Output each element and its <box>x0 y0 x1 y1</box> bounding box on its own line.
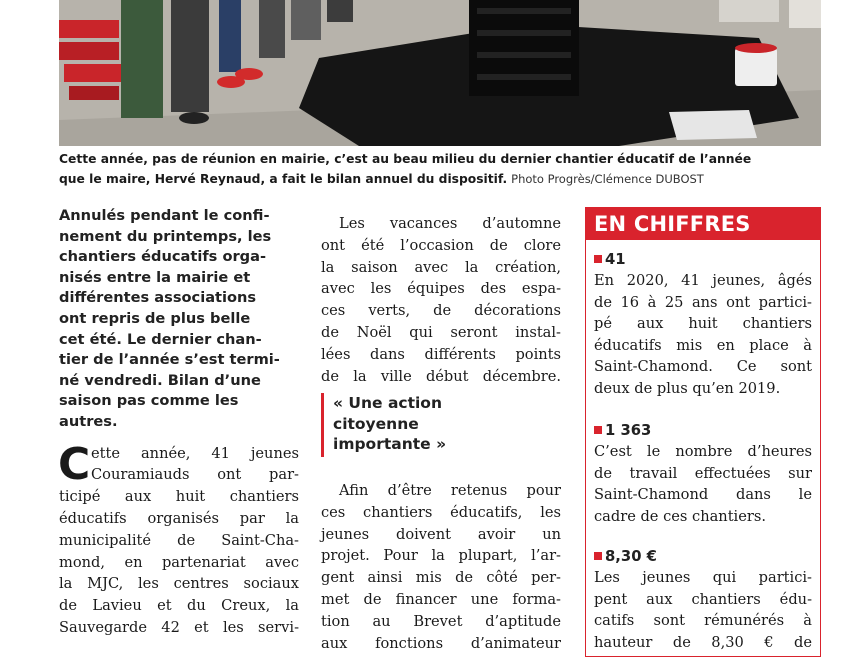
body-line: pent aux chantiers édu- <box>594 590 812 608</box>
lede-line: chantiers éducatifs orga- <box>59 248 267 266</box>
column-1 <box>59 206 299 639</box>
lede-line: nisés entre la mairie et <box>59 268 251 286</box>
key-figure <box>586 421 820 527</box>
body-line: cadre de ces chantiers. <box>594 507 766 525</box>
body-line: Saint-Chamond. Ce sont <box>594 358 812 375</box>
photo-credit: Photo Progrès/Clémence DUBOST <box>511 172 704 186</box>
lede-line: Annulés pendant le confi- <box>59 207 270 224</box>
body-line: Les vacances d’automne <box>339 215 561 232</box>
lede-line: ont repris de plus belle <box>59 309 251 327</box>
bullet-square-icon <box>594 552 602 560</box>
body-line: municipalité de Saint-Cha- <box>59 531 299 549</box>
body-line: lées dans différents points <box>321 345 561 363</box>
body-line: la saison avec la création, <box>321 258 561 276</box>
article-lede <box>59 206 299 433</box>
key-figure-text <box>594 441 812 527</box>
bullet-square-icon <box>594 255 602 263</box>
body-line: ticipé aux huit chantiers <box>59 488 299 506</box>
body-line: de Lavieu et du Creux, la <box>59 597 299 615</box>
key-figures-heading: EN CHIFFRES <box>586 208 820 240</box>
body-paragraph-3 <box>321 480 561 654</box>
body-line: de travail effectuées sur <box>594 464 812 482</box>
body-line: catifs sont rémunérés à <box>594 612 812 629</box>
body-line: Couramiauds ont par- <box>91 466 299 484</box>
body-line: deux de plus qu’en 2019. <box>594 379 781 397</box>
key-figure-text <box>594 270 812 399</box>
drop-cap: C <box>58 438 91 490</box>
body-line: tion au Brevet d’aptitude <box>321 612 561 630</box>
body-line: En 2020, 41 jeunes, âgés <box>594 272 812 289</box>
key-figure-title <box>594 547 812 567</box>
body-line: de 16 à 25 ans ont partici- <box>594 293 812 311</box>
lede-line: saison pas comme les <box>59 392 239 410</box>
key-figure-value: 8,30 € <box>605 548 657 565</box>
body-line: de Noël qui seront instal- <box>321 323 561 341</box>
body-line: C’est le nombre d’heures <box>594 443 812 460</box>
subheading-line: importante » <box>333 435 447 453</box>
key-figure <box>586 250 820 399</box>
body-line: éducatifs organisés par la <box>59 509 299 527</box>
caption-line-2-text: que le maire, Hervé Reynaud, a fait le bilan annuel du dispositif. <box>59 172 508 186</box>
body-line: jeunes doivent avoir un <box>321 525 561 543</box>
body-line: ces verts, de décorations <box>321 302 561 320</box>
key-figure-title <box>594 250 812 270</box>
body-line: avec les équipes des espa- <box>321 280 561 298</box>
subheading-line: « Une action <box>333 394 442 412</box>
body-line: pé aux huit chantiers <box>594 315 812 332</box>
body-paragraph-1 <box>58 438 299 639</box>
lede-line: né vendredi. Bilan d’une <box>59 371 261 389</box>
key-figure-title <box>594 421 812 441</box>
body-text <box>58 438 299 639</box>
photo-illustration <box>59 0 821 146</box>
lede-line: différentes associations <box>59 289 257 307</box>
body-line: ces chantiers éducatifs, les <box>321 503 561 521</box>
body-line: mond, en partenariat avec <box>59 553 299 571</box>
lede-line: nement du printemps, les <box>59 227 272 245</box>
caption-line-1: Cette année, pas de réunion en mairie, c’est au beau milieu du dernier chantier éducatif de l’année <box>59 152 752 166</box>
column-2 <box>321 213 561 387</box>
column-2-continued <box>321 480 561 654</box>
lede-line: tier de l’année s’est termi- <box>59 351 280 369</box>
body-line: ont été l’occasion de clore <box>321 236 561 254</box>
body-line: projet. Pour la plupart, l’ar- <box>321 547 561 565</box>
key-figure-value: 41 <box>605 251 626 268</box>
body-line: gent ainsi mis de côté per- <box>321 569 561 587</box>
lede-line: cet été. Le dernier chan- <box>59 330 262 348</box>
body-line: la MJC, les centres sociaux <box>59 575 299 593</box>
body-line: Les jeunes qui partici- <box>594 569 812 586</box>
photo-caption <box>59 149 829 189</box>
subheading-line: citoyenne <box>333 414 419 433</box>
key-figures-box <box>585 207 821 657</box>
article-photo <box>59 0 821 146</box>
body-line: Saint-Chamond dans le <box>594 486 812 503</box>
body-line: de la ville début décembre. <box>321 367 561 385</box>
bullet-square-icon <box>594 426 602 434</box>
caption-line-2 <box>59 169 829 189</box>
key-figure-value: 1 363 <box>605 422 652 439</box>
key-figure <box>586 547 820 653</box>
subheading <box>321 393 561 457</box>
body-line: Afin d’être retenus pour <box>339 482 561 499</box>
body-line: aux fonctions d’animateur <box>321 634 561 652</box>
lede-line: autres. <box>59 412 118 430</box>
body-paragraph-2 <box>321 213 561 387</box>
body-line: met de financer une forma- <box>321 590 561 608</box>
body-line: Sauvegarde 42 et les servi- <box>59 618 299 636</box>
body-line: éducatifs mis en place à <box>594 336 812 354</box>
key-figure-text <box>594 567 812 653</box>
body-line: hauteur de 8,30 € de <box>594 633 812 651</box>
body-line: ette année, 41 jeunes <box>91 444 299 462</box>
